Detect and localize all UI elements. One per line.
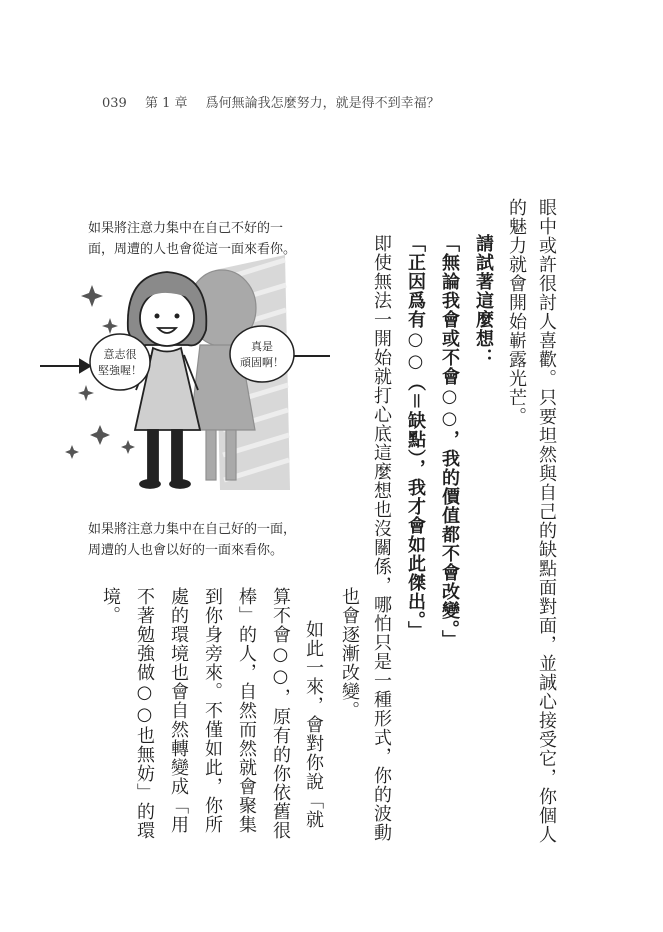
caption-line: 面，周遭的人也會從這一面來看你。: [88, 242, 297, 257]
bubble-right-line1: 真是: [251, 340, 273, 353]
caption-line: 如果將注意力集中在自己不好的一: [88, 221, 284, 236]
caption-line: 如果將注意力集中在自己好的一面，: [88, 522, 297, 537]
body-column: 到你身旁來。不僅如此，你所: [202, 587, 223, 834]
girl-illustration: [40, 250, 330, 510]
quote-line: 「正因爲有○○（＝缺點），我才會如此傑出。」: [405, 234, 426, 640]
bubble-right: [230, 326, 294, 382]
bubble-left-line2: 堅強喔！: [98, 364, 142, 377]
quote-line: 「無論我會或不會○○，我的價值都不會改變。」: [439, 234, 460, 649]
body-column: 的魅力就會開始嶄露光芒。: [506, 198, 527, 426]
chapter-label: 第 1 章: [144, 96, 188, 111]
try-heading: 請試著這麼想：: [473, 234, 494, 367]
body-column: 處的環境也會自然轉變成「用: [168, 587, 189, 834]
caption-line: 周遭的人也會以好的一面來看你。: [88, 543, 284, 558]
body-column: 棒」的人，自然而然就會聚集: [236, 587, 257, 834]
bubble-right-line2: 頑固啊！: [240, 356, 284, 369]
bubble-left-line1: 意志很: [103, 348, 137, 361]
body-column: 算不會○○，原有的你依舊很: [270, 587, 291, 840]
chapter-title: 爲何無論我怎麼努力，就是得不到幸福？: [205, 96, 440, 111]
body-column: 如此一來，會對你說「就: [303, 620, 324, 829]
body-column: 也會逐漸改變。: [339, 587, 360, 720]
body-column: 不著勉強做○○也無妨」的環: [134, 587, 155, 840]
page-header: [102, 92, 440, 111]
bubble-left: [90, 334, 150, 390]
caption-bottom: [88, 519, 296, 561]
body-column: 眼中或許很討人喜歡。只要坦然與自己的缺點面對面，並誠心接受它，你個人: [536, 198, 557, 844]
body-column: 境。: [100, 587, 121, 625]
body-column: 即使無法一開始就打心底這麼想也沒關係，哪怕只是一種形式，你的波動: [371, 234, 392, 842]
page-number: 039: [102, 96, 127, 111]
